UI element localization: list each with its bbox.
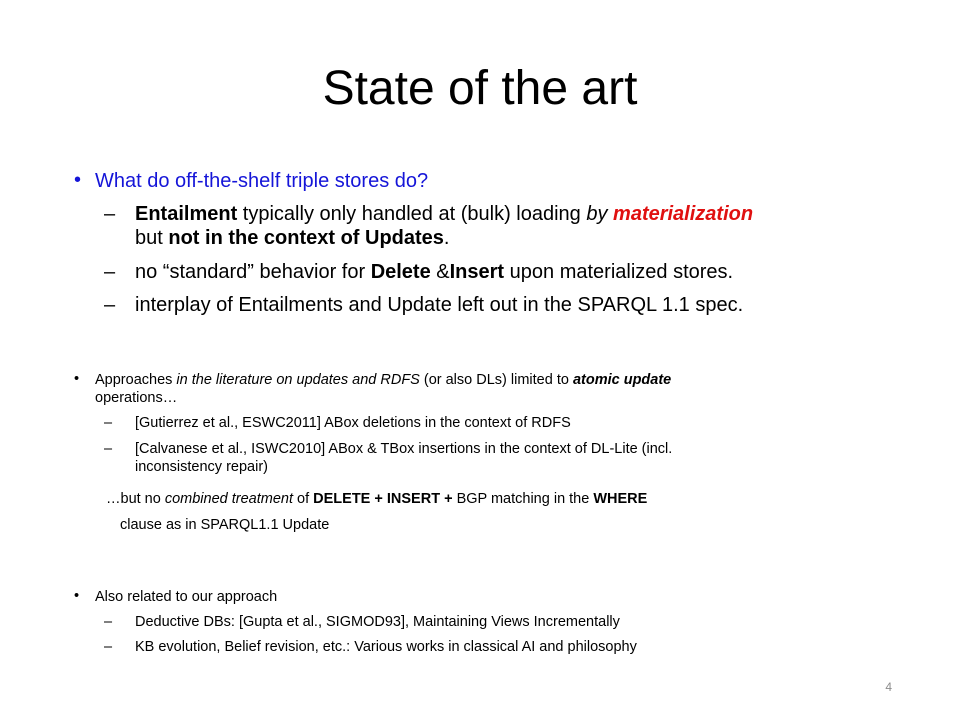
section1-item2 — [135, 260, 733, 284]
section1-item1-line2 — [135, 226, 895, 250]
entailment-bold: Entailment — [135, 203, 238, 225]
section1-item1-text: typically only handled at (bulk) loading — [237, 203, 587, 225]
section2-intro-line2: operations… — [95, 390, 178, 406]
section1-item2-text: no “standard” behavior for — [135, 261, 371, 283]
dash-marker: – — [104, 261, 116, 283]
atomic-update-emphasis: atomic update — [572, 372, 672, 388]
section2-item2 — [135, 440, 895, 476]
section2-item2-line1: [Calvanese et al., ISWC2010] ABox & TBox insertions in the context of DL-Lite (incl. — [135, 441, 673, 457]
bullet-marker: • — [74, 371, 80, 387]
slide-title: State of the art — [322, 62, 638, 115]
dash-marker: – — [104, 203, 116, 225]
not-in-context-bold: not in the context of Updates — [168, 227, 444, 249]
section2-note-line2: clause as in SPARQL1.1 Update — [120, 517, 330, 533]
dash-marker: – — [104, 614, 113, 630]
insert-bold: Insert — [449, 261, 505, 283]
page-number: 4 — [885, 680, 892, 694]
dash-marker: – — [104, 441, 113, 457]
bullet-marker: • — [74, 169, 82, 191]
section1-item1-text2: but — [135, 227, 169, 249]
section1-item1-line1 — [135, 202, 895, 226]
delete-bold: Delete — [370, 261, 431, 283]
dash-marker: – — [104, 639, 113, 655]
dash-marker: – — [104, 415, 113, 431]
section1-item3: interplay of Entailments and Update left out in the SPARQL 1.1 spec. — [135, 294, 744, 316]
delete-insert-bold: DELETE + INSERT + — [313, 491, 453, 507]
section2-item2-line2: inconsistency repair) — [135, 459, 268, 475]
combined-treatment-italic: combined treatment — [164, 491, 293, 507]
section2-intro-line1 — [95, 371, 895, 389]
section3-intro: Also related to our approach — [95, 589, 278, 605]
section1-item1-period: . — [443, 227, 450, 249]
materialization-emphasis: materialization — [613, 203, 754, 225]
section1-item1 — [135, 202, 895, 250]
ampersand: & — [430, 261, 450, 283]
section2-item1: [Gutierrez et al., ESWC2011] ABox deletions in the context of RDFS — [135, 415, 571, 431]
section1-question: What do off-the-shelf triple stores do? — [95, 170, 429, 192]
limited-text: (or also DLs) limited to — [419, 372, 573, 388]
section2-intro — [95, 371, 895, 407]
note-text: …but no — [106, 491, 165, 507]
note-of: of — [293, 491, 314, 507]
section1-item2-text2: upon materialized stores. — [504, 261, 734, 283]
section3-item2: KB evolution, Belief revision, etc.: Various works in classical AI and philosophy — [135, 639, 637, 655]
section2-note-line1 — [106, 490, 647, 508]
by-italic: by — [586, 203, 614, 225]
literature-italic: in the literature on updates and RDFS — [176, 372, 420, 388]
where-bold: WHERE — [593, 491, 648, 507]
note-bgp: BGP matching in the — [452, 491, 594, 507]
section3-item1: Deductive DBs: [Gupta et al., SIGMOD93], Maintaining Views Incrementally — [135, 614, 620, 630]
bullet-marker: • — [74, 588, 80, 604]
dash-marker: – — [104, 294, 116, 316]
approaches-text: Approaches — [95, 372, 177, 388]
